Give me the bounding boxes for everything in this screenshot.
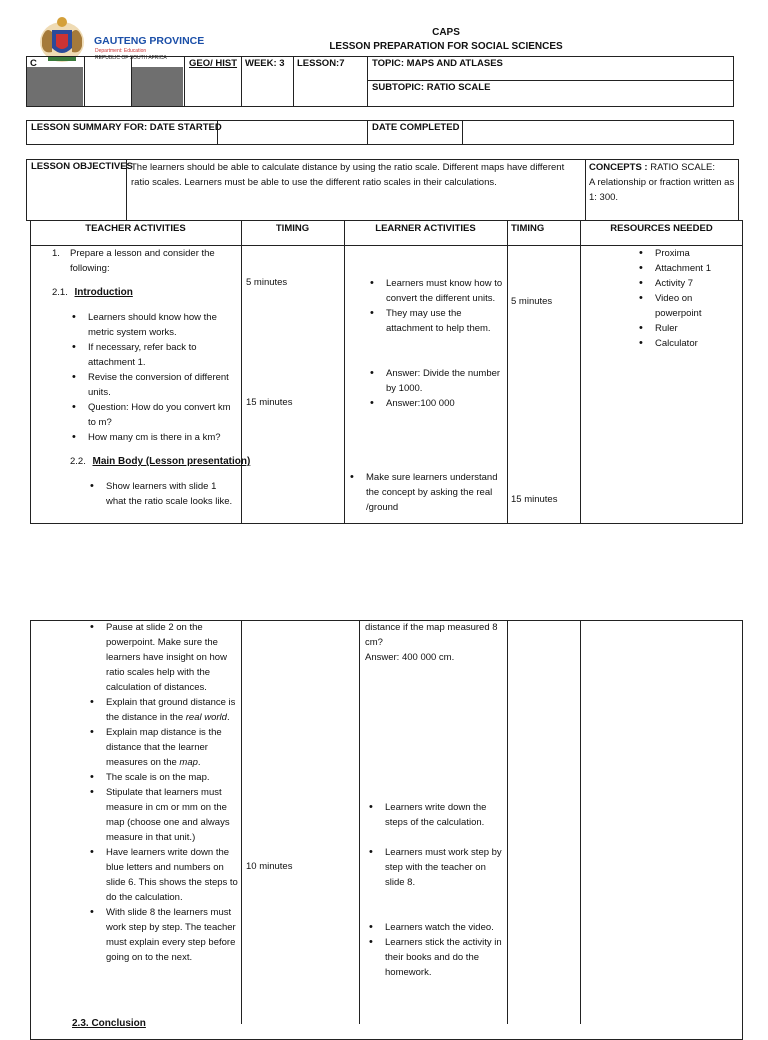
logo-country: REPUBLIC OF SOUTH AFRICA	[95, 55, 167, 61]
objectives-text: The learners should be able to calculate distance by using the ratio scale. Different maps have different ratio scales. Learners must be able to use the different ratio scales in their calculations.	[131, 162, 565, 188]
list-item: • Explain that ground distance is the distance in the real world.	[88, 695, 238, 725]
list-item: • If necessary, refer back to attachment 1.	[70, 340, 238, 370]
concepts-term: RATIO SCALE:	[647, 162, 715, 173]
main-body-list	[88, 479, 236, 509]
list-item: • Stipulate that learners must measure in cm or mm on the map (choose one and always measure in that unit.)	[88, 785, 238, 845]
list-item: • Activity 7	[637, 276, 737, 291]
timing-questions: 15 minutes	[246, 397, 293, 408]
resources-list	[637, 246, 737, 351]
info-cell-shaded-1	[27, 67, 83, 106]
learner-list-slide8	[367, 845, 505, 890]
timing-main-body: 10 minutes	[246, 861, 293, 872]
learner-list-b	[368, 366, 504, 411]
timing-learner-main: 15 minutes	[511, 494, 558, 505]
teacher-step-1-text: Prepare a lesson and consider the following:	[70, 248, 215, 274]
list-item: • Video on powerpoint	[637, 291, 737, 321]
list-item: • Attachment 1	[637, 261, 737, 276]
teacher-list-continued	[88, 620, 238, 965]
list-item: • Learners must work step by step with the teacher on slide 8.	[367, 845, 505, 890]
objectives-label: LESSON OBJECTIVES	[31, 161, 133, 172]
learner-answer: Answer: 400 000 cm.	[365, 652, 455, 663]
list-item: • Ruler	[637, 321, 737, 336]
list-item: • Have learners write down the blue letters and numbers on slide 6. This shows the steps to do the calculation.	[88, 845, 238, 905]
timing-learner-intro: 5 minutes	[511, 296, 553, 307]
main-body-heading-text: Main Body (Lesson presentation)	[92, 456, 251, 467]
header-timing-2: TIMING	[511, 223, 545, 234]
header-timing-1: TIMING	[275, 223, 310, 234]
main-body-number: 2.2.	[70, 456, 86, 467]
topic-label: TOPIC: MAPS AND ATLASES	[372, 58, 503, 69]
date-completed-label: DATE COMPLETED	[372, 122, 460, 133]
list-item: • Revise the conversion of different units.	[70, 370, 238, 400]
header-teacher-activities: TEACHER ACTIVITIES	[85, 223, 186, 234]
list-item: • Explain map distance is the distance that the learner measures on the map.	[88, 725, 238, 770]
info-first-letter: C	[30, 58, 37, 69]
list-item: • With slide 8 the learners must work step by step. The teacher must explain every step before going on to the next.	[88, 905, 238, 965]
list-item: • Answer: Divide the number by 1000.	[368, 366, 504, 396]
intro-number: 2.1.	[52, 287, 68, 298]
learner-list-c	[348, 470, 504, 515]
concepts-block	[589, 160, 737, 205]
concepts-label: CONCEPTS :	[589, 162, 648, 173]
list-item: • Learners write down the steps of the calculation.	[367, 800, 505, 830]
list-item: • Question: How do you convert km to m?	[70, 400, 238, 430]
list-item: • Make sure learners understand the concept by asking the real /ground	[348, 470, 504, 515]
header-learner-activities: LEARNER ACTIVITIES	[375, 223, 476, 234]
list-item: • Learners stick the activity in their books and do the homework.	[367, 935, 505, 980]
teacher-step-1	[52, 246, 232, 276]
list-item: • Proxima	[637, 246, 737, 261]
list-item: • Learners watch the video.	[367, 920, 505, 935]
date-started-label: LESSON SUMMARY FOR: DATE STARTED	[31, 122, 222, 133]
timing-intro: 5 minutes	[246, 277, 288, 288]
lesson-label: LESSON:7	[297, 58, 345, 69]
page-title: LESSON PREPARATION FOR SOCIAL SCIENCES	[329, 41, 563, 52]
info-cell-shaded-2	[132, 67, 183, 106]
learner-list-steps	[367, 800, 505, 830]
logo-department: Department: Education	[95, 48, 147, 54]
list-item: • Answer:100 000	[368, 396, 504, 411]
main-body-heading	[70, 455, 250, 469]
conclusion-heading-cut: 2.3. Conclusion	[72, 1018, 146, 1029]
subtopic-label: SUBTOPIC: RATIO SCALE	[372, 82, 491, 93]
concepts-text: A relationship or fraction written as 1: 300.	[589, 177, 735, 203]
list-item: • Learners should know how the metric system works.	[70, 310, 238, 340]
list-item: • Calculator	[637, 336, 737, 351]
week-label: WEEK: 3	[245, 58, 285, 69]
subject-label: GEO/ HIST	[189, 58, 238, 69]
list-item: • They may use the attachment to help them.	[368, 306, 504, 336]
list-item: • Pause at slide 2 on the powerpoint. Make sure the learners have insight on how ratio scales help with the calculation of distances.	[88, 620, 238, 695]
list-item: • How many cm is there in a km?	[70, 430, 238, 445]
intro-heading-text: Introduction	[74, 287, 133, 298]
caps-heading: CAPS	[432, 27, 460, 38]
list-item: • The scale is on the map.	[88, 770, 238, 785]
logo-province-name: GAUTENG PROVINCE	[94, 35, 205, 47]
header-resources: RESOURCES NEEDED	[610, 223, 713, 234]
learner-list-video	[367, 920, 505, 980]
list-item: • Learners must know how to convert the different units.	[368, 276, 504, 306]
list-item: • Show learners with slide 1 what the ratio scale looks like.	[88, 479, 236, 509]
learner-list-a	[368, 276, 504, 336]
intro-heading	[52, 286, 133, 300]
intro-list	[70, 310, 238, 445]
teacher-step-1-number: 1.	[52, 248, 60, 259]
learner-question-continued: distance if the map measured 8 cm?	[365, 622, 498, 648]
